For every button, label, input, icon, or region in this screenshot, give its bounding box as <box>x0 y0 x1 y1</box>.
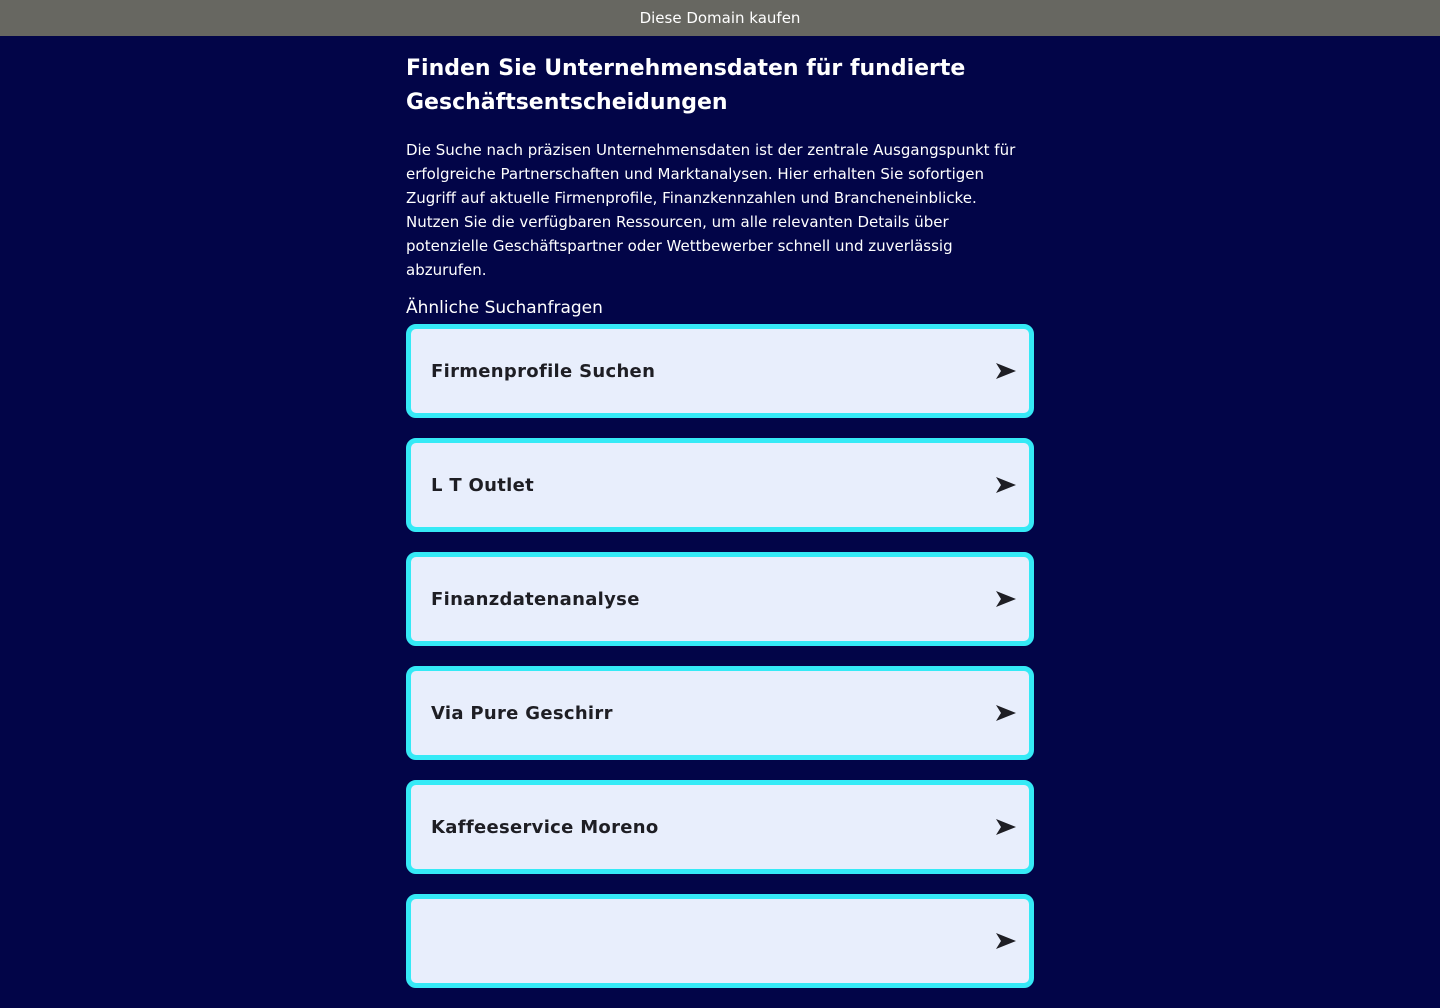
related-search-link[interactable] <box>406 894 1034 988</box>
related-search-link[interactable] <box>406 438 1034 532</box>
buy-domain-link[interactable]: Diese Domain kaufen <box>639 9 801 27</box>
arrow-right-icon <box>995 476 1017 494</box>
related-search-label: Finanzdatenanalyse <box>431 588 640 610</box>
related-search-label: L T Outlet <box>431 474 534 496</box>
related-search-link[interactable] <box>406 666 1034 760</box>
related-search-link[interactable] <box>406 552 1034 646</box>
intro-text: Die Suche nach präzisen Unternehmensdaten ist der zentrale Ausgangspunkt für erfolgreiche Partnerschaften und Marktanalysen. Hier erhalten Sie sofortigen Zugriff auf aktuelle Firmenprofile, Finanzkennzahlen und Brancheneinblicke. Nutzen Sie die verfügbaren Ressourcen, um alle relevanten Details über potenzielle Geschäftspartner oder Wettbewerber schnell und zuverlässig abzurufen. <box>406 141 1016 279</box>
related-searches-heading: Ähnliche Suchanfragen <box>406 298 603 318</box>
arrow-right-icon <box>995 362 1017 380</box>
related-search-link[interactable] <box>406 780 1034 874</box>
related-search-label: Firmenprofile Suchen <box>431 360 656 382</box>
related-search-link[interactable] <box>406 324 1034 418</box>
main-content <box>406 36 1034 1008</box>
buy-domain-bar[interactable] <box>0 0 1440 36</box>
arrow-right-icon <box>995 818 1017 836</box>
arrow-right-icon <box>995 704 1017 722</box>
related-search-label: Kaffeeservice Moreno <box>431 816 659 838</box>
related-search-label: Via Pure Geschirr <box>431 702 613 724</box>
arrow-right-icon <box>995 932 1017 950</box>
arrow-right-icon <box>995 590 1017 608</box>
page-title: Finden Sie Unternehmensdaten für fundierte Geschäftsentscheidungen <box>406 56 966 115</box>
related-searches-list <box>406 324 1034 988</box>
